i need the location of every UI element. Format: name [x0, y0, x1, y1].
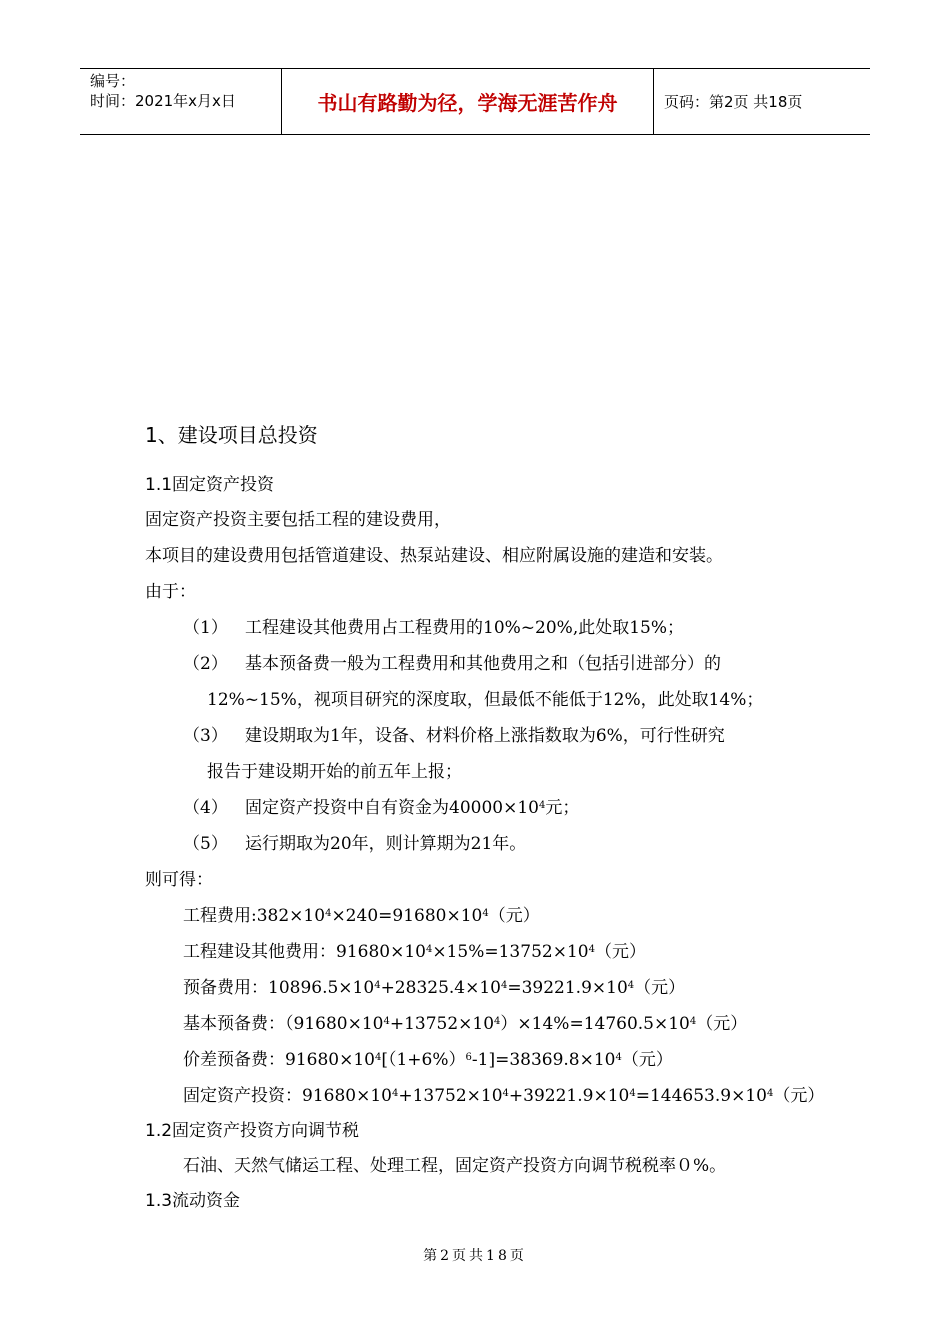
- list-text-continued: 报告于建设期开始的前五年上报；: [207, 762, 462, 782]
- paragraph: 则可得：: [145, 870, 213, 890]
- subsection-title-1-1: 1.1固定资产投资: [145, 475, 275, 495]
- time-label: 时间：2021年x月x日: [90, 92, 236, 110]
- list-number: （3）: [183, 726, 228, 746]
- list-text-continued: 12%~15%，视项目研究的深度取，但最低不能低于12%，此处取14%；: [207, 690, 764, 710]
- motto: 书山有路勤为径，学海无涯苦作舟: [282, 69, 654, 134]
- page-footer: 第2页共18页: [423, 1248, 527, 1264]
- paragraph: 固定资产投资主要包括工程的建设费用，: [145, 510, 451, 530]
- calc-line-basic-reserve: 基本预备费：$(91680\times 10^4+13752\times 10^4)\times 14\%=14760.5\times 10^4$（元）: [183, 1014, 748, 1034]
- paragraph: 本项目的建设费用包括管道建设、热泵站建设、相应附属设施的建造和安装。: [145, 546, 723, 566]
- list-text: 工程建设其他费用占工程费用的10%~20%,此处取15%；: [245, 618, 685, 638]
- calc-line-engineering-cost: 工程费用$:382\times 10^4\times 240=91680\times 10^4$（元）: [183, 906, 540, 926]
- subsection-title-1-3: 1.3流动资金: [145, 1191, 241, 1211]
- list-item: [145, 826, 825, 862]
- calc-line-price-reserve: 价差预备费：$91680\times 10^4[(1+6\%)^6-1]=38369.8\times 10^4$（元）: [183, 1050, 673, 1070]
- paragraph: 由于：: [145, 582, 196, 602]
- list-number: （1）: [183, 618, 228, 638]
- list-text: 建设期取为1年，设备、材料价格上涨指数取为6%，可行性研究: [245, 726, 725, 746]
- calc-line-other-cost: 工程建设其他费用：$91680\times 10^4\times 15\%=13752\times 10^4$（元）: [183, 942, 646, 962]
- list-number: （5）: [183, 834, 228, 854]
- calc-line-fixed-asset-investment: 固定资产投资：$91680\times 10^4+13752\times 10^4+39221.9\times 10^4=144653.9\times 10^4$（元）: [183, 1086, 825, 1106]
- header-table: [80, 68, 870, 135]
- list-text: 固定资产投资中自有资金为$40000\times 10^4$元；: [245, 798, 580, 818]
- list-number: （2）: [183, 654, 228, 674]
- paragraph: 石油、天然气储运工程、处理工程，固定资产投资方向调节税税率０%。: [183, 1156, 727, 1176]
- subsection-title-1-2: 1.2固定资产投资方向调节税: [145, 1121, 360, 1141]
- list-text: 运行期取为20年，则计算期为21年。: [245, 834, 527, 854]
- document-body: [145, 418, 825, 1218]
- calc-line-reserve-cost: 预备费用：$10896.5\times 10^4+28325.4\times 10^4=39221.9\times 10^4$（元）: [183, 978, 686, 998]
- list-item: [145, 610, 825, 646]
- list-item: [145, 646, 825, 718]
- number-label: 编号：: [90, 72, 136, 90]
- header-left-cell: [80, 69, 282, 134]
- list-number: （4）: [183, 798, 228, 818]
- list-text: 基本预备费一般为工程费用和其他费用之和（包括引进部分）的: [245, 654, 721, 674]
- page-info: 页码：第2页 共18页: [664, 93, 803, 111]
- section-title: 1、建设项目总投资: [145, 423, 318, 447]
- list-item: [145, 790, 825, 826]
- list-item: [145, 718, 825, 790]
